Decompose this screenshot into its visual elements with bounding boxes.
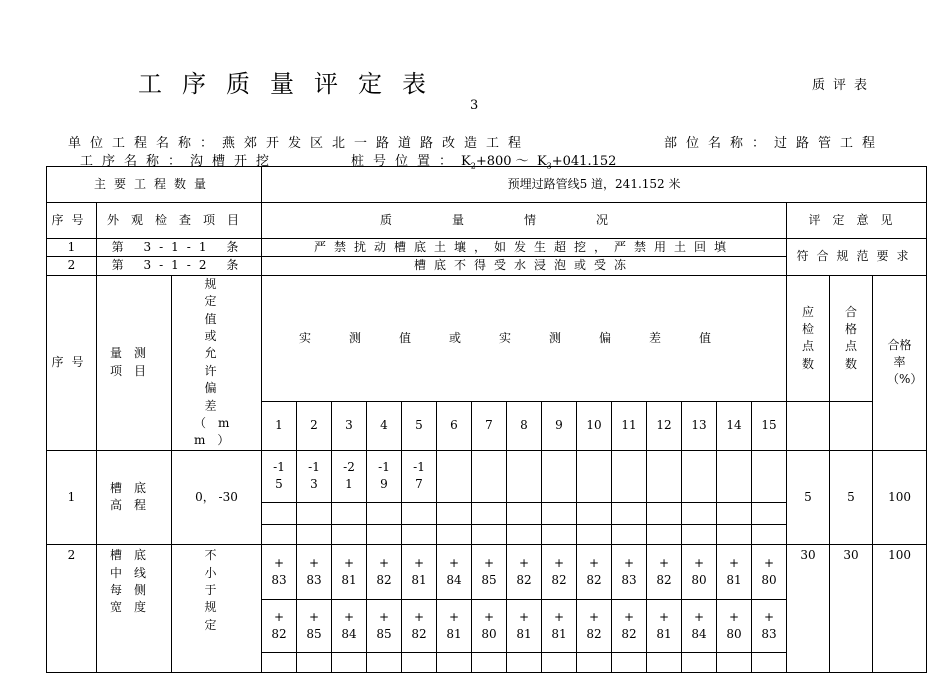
measured-value: +82 bbox=[367, 545, 402, 600]
measured-value bbox=[752, 652, 787, 672]
measured-value: +85 bbox=[297, 600, 332, 652]
measured-value: + 81 bbox=[717, 545, 752, 600]
pass-rate-value: 100 bbox=[873, 450, 927, 544]
col-number: 11 bbox=[612, 401, 647, 450]
check-points-header: 应检点数 bbox=[787, 275, 830, 401]
measured-value: +81 bbox=[507, 600, 542, 652]
measured-value bbox=[507, 525, 542, 545]
measured-value bbox=[472, 652, 507, 672]
appearance-quality: 严禁扰动槽底土壤，如发生超挖，严禁用土回填 bbox=[262, 239, 787, 257]
measured-value bbox=[402, 525, 437, 545]
evaluation-header: 评定意见 bbox=[787, 203, 927, 239]
measured-value bbox=[402, 502, 437, 524]
allowance-value: 不小于规定 bbox=[172, 545, 262, 673]
measured-value bbox=[612, 502, 647, 524]
measured-value: +85 bbox=[367, 600, 402, 652]
unit-project-label: 单位工程名称： bbox=[68, 136, 223, 151]
measured-value bbox=[682, 652, 717, 672]
quality-header: 质量情况 bbox=[262, 203, 787, 239]
measured-value: +80 bbox=[472, 600, 507, 652]
measured-value bbox=[752, 525, 787, 545]
measured-value: +82 bbox=[577, 600, 612, 652]
appearance-header: 外观检查项目 bbox=[97, 203, 262, 239]
measured-value bbox=[577, 652, 612, 672]
measured-value: -21 bbox=[332, 450, 367, 502]
measured-value: +81 bbox=[647, 600, 682, 652]
measure-seq: 2 bbox=[47, 545, 97, 673]
form-number: 3 bbox=[470, 98, 479, 113]
measured-value bbox=[647, 652, 682, 672]
measured-value bbox=[262, 652, 297, 672]
col-number: 6 bbox=[437, 401, 472, 450]
appearance-row bbox=[47, 239, 927, 257]
measured-value bbox=[612, 525, 647, 545]
measured-value bbox=[542, 502, 577, 524]
measured-value: + 80 bbox=[717, 600, 752, 652]
measured-value bbox=[367, 502, 402, 524]
col-number: 12 bbox=[647, 401, 682, 450]
measured-value bbox=[262, 525, 297, 545]
measured-value: -17 bbox=[402, 450, 437, 502]
page-title: 工序质量评定表 bbox=[138, 70, 446, 98]
measured-value bbox=[612, 652, 647, 672]
measured-value bbox=[332, 502, 367, 524]
measure-item-header: 量测项目 bbox=[97, 275, 172, 450]
part-line bbox=[664, 132, 884, 151]
measured-value: +81 bbox=[437, 600, 472, 652]
measured-value bbox=[542, 450, 577, 502]
measured-value bbox=[437, 450, 472, 502]
measured-value: +83 bbox=[612, 545, 647, 600]
measured-value bbox=[577, 525, 612, 545]
pass-points-value: 5 bbox=[830, 450, 873, 544]
measure-item-name: 槽底中线每侧宽度 bbox=[97, 545, 172, 673]
measured-value: +81 bbox=[332, 545, 367, 600]
measured-value: +82 bbox=[647, 545, 682, 600]
measured-value bbox=[402, 652, 437, 672]
seq-header: 序号 bbox=[47, 203, 97, 239]
unit-project-value: 燕郊开发区北一路道路改造工程 bbox=[222, 136, 531, 151]
measured-value bbox=[542, 525, 577, 545]
measured-value: +82 bbox=[577, 545, 612, 600]
measured-value bbox=[577, 450, 612, 502]
measured-value bbox=[717, 450, 752, 502]
measured-value bbox=[437, 502, 472, 524]
measured-value bbox=[332, 525, 367, 545]
process-label: 工序名称： bbox=[80, 154, 191, 169]
measured-value: +82 bbox=[612, 600, 647, 652]
quality-table bbox=[46, 166, 927, 673]
measured-value bbox=[297, 525, 332, 545]
measured-value: +84 bbox=[437, 545, 472, 600]
measured-value: -15 bbox=[262, 450, 297, 502]
appearance-item: 第 3-1-2 条 bbox=[97, 257, 262, 275]
measured-value bbox=[297, 652, 332, 672]
measured-value: +83 bbox=[297, 545, 332, 600]
measured-value bbox=[367, 652, 402, 672]
measured-value bbox=[542, 652, 577, 672]
appearance-quality: 槽底不得受水浸泡或受冻 bbox=[262, 257, 787, 275]
measured-value: -13 bbox=[297, 450, 332, 502]
measure-item-name: 槽底高程 bbox=[97, 450, 172, 544]
measured-value: +85 bbox=[472, 545, 507, 600]
measured-value bbox=[717, 502, 752, 524]
form-code: 质评表 bbox=[812, 78, 876, 93]
measured-value bbox=[647, 502, 682, 524]
measured-value bbox=[647, 450, 682, 502]
measured-value: +82 bbox=[507, 545, 542, 600]
measured-value: +82 bbox=[402, 600, 437, 652]
pile-label: 桩号位置： bbox=[351, 154, 462, 169]
measure-seq-header: 序号 bbox=[47, 275, 97, 450]
measured-value bbox=[507, 652, 542, 672]
check-points-value: 30 bbox=[787, 545, 830, 673]
appearance-item: 第 3-1-1 条 bbox=[97, 239, 262, 257]
measured-value bbox=[577, 502, 612, 524]
col-number: 4 bbox=[367, 401, 402, 450]
col-number: 5 bbox=[402, 401, 437, 450]
measured-value: +80 bbox=[752, 545, 787, 600]
measured-value bbox=[437, 525, 472, 545]
pile-value: $K_2+800$ ～ $K_3+041.152$ bbox=[461, 154, 617, 171]
pass-points-value: 30 bbox=[830, 545, 873, 673]
appearance-seq: 1 bbox=[47, 239, 97, 257]
measured-value bbox=[682, 450, 717, 502]
measured-value: +82 bbox=[542, 545, 577, 600]
measured-value bbox=[752, 502, 787, 524]
measured-value bbox=[507, 502, 542, 524]
main-quantity-row bbox=[47, 167, 927, 203]
measured-value bbox=[612, 450, 647, 502]
measured-value bbox=[472, 502, 507, 524]
col-number: 10 bbox=[577, 401, 612, 450]
measured-value: + 84 bbox=[682, 600, 717, 652]
appearance-header-row bbox=[47, 203, 927, 239]
measured-value: +81 bbox=[542, 600, 577, 652]
main-quantity-label: 主要工程数量 bbox=[47, 167, 262, 203]
check-points-value: 5 bbox=[787, 450, 830, 544]
unit-project-line bbox=[68, 132, 530, 151]
measured-value: +81 bbox=[402, 545, 437, 600]
pass-rate-header: 合格率（%） bbox=[873, 275, 927, 450]
evaluation-value: 符合规范要求 bbox=[787, 239, 927, 276]
pass-rate-value: 100 bbox=[873, 545, 927, 673]
measured-value bbox=[507, 450, 542, 502]
measured-value: -19 bbox=[367, 450, 402, 502]
allowance-value: 0， -30 bbox=[172, 450, 262, 544]
measurement-body bbox=[47, 450, 927, 672]
col-number: 14 bbox=[717, 401, 752, 450]
measured-values-header: 实测值或实测偏差值 bbox=[262, 275, 787, 401]
col-number: 7 bbox=[472, 401, 507, 450]
appearance-seq: 2 bbox=[47, 257, 97, 275]
measured-value bbox=[472, 525, 507, 545]
measured-value bbox=[297, 502, 332, 524]
measured-value bbox=[647, 525, 682, 545]
measured-value: +82 bbox=[262, 600, 297, 652]
measured-value bbox=[437, 652, 472, 672]
measured-value: +84 bbox=[332, 600, 367, 652]
measured-value bbox=[682, 502, 717, 524]
col-number: 9 bbox=[542, 401, 577, 450]
measured-value: +83 bbox=[262, 545, 297, 600]
measured-value bbox=[717, 525, 752, 545]
col-number: 8 bbox=[507, 401, 542, 450]
measured-value bbox=[332, 652, 367, 672]
measured-value bbox=[682, 525, 717, 545]
measured-value bbox=[752, 450, 787, 502]
measurement-row bbox=[47, 545, 927, 600]
measurement-row bbox=[47, 450, 927, 502]
main-quantity-value: 预埋过路管线5 道，241.152 米 bbox=[262, 167, 927, 203]
measured-value: +83 bbox=[752, 600, 787, 652]
measured-value bbox=[472, 450, 507, 502]
measurement-header-row bbox=[47, 275, 927, 401]
allowance-header: 规定值或允许偏差（mm） bbox=[172, 275, 262, 450]
pass-points-header: 合格点数 bbox=[830, 275, 873, 401]
col-number: 15 bbox=[752, 401, 787, 450]
measured-value bbox=[717, 652, 752, 672]
col-number: 3 bbox=[332, 401, 367, 450]
measure-seq: 1 bbox=[47, 450, 97, 544]
col-number: 2 bbox=[297, 401, 332, 450]
measured-value: + 80 bbox=[682, 545, 717, 600]
measured-value bbox=[367, 525, 402, 545]
part-label: 部位名称： bbox=[664, 136, 775, 151]
col-number: 1 bbox=[262, 401, 297, 450]
process-value: 沟槽开挖 bbox=[190, 154, 279, 169]
part-value: 过路管工程 bbox=[774, 136, 885, 151]
col-number: 13 bbox=[682, 401, 717, 450]
measured-value bbox=[262, 502, 297, 524]
